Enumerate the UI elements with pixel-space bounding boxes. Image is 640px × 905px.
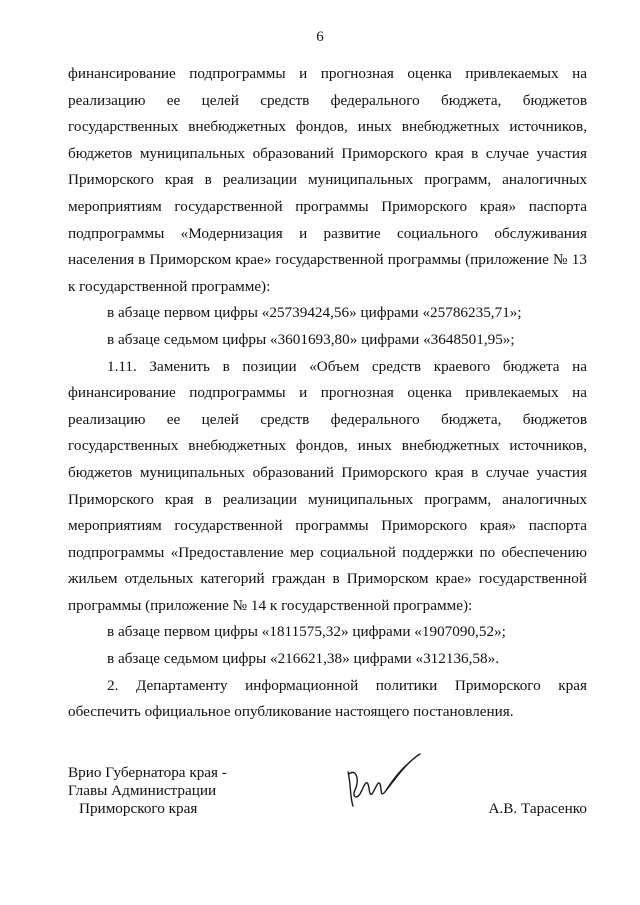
signatory-title-line: Главы Администрации [68, 782, 217, 799]
signatory-title-line: Приморского края [79, 800, 198, 817]
document-body [68, 61, 587, 726]
paragraph-item-1-11: 1.11. Заменить в позиции «Объем средств краевого бюджета на финансирование подпрограммы и прогнозная оценка привлекаемых на реализацию ее целей средств федерального бюджета, бюджетов государственных внебюджетных фондов, иных внебюджетных источников, бюджетов муниципальных образований Приморского края в случае участия Приморского края в реализации муниципальных программ, аналогичных мероприятиям государственной программы Приморского края» паспорта подпрограммы «Предоставление мер социальной поддержки по обеспечению жильем отдельных категорий граждан в Приморском крае» государственной программы (приложение № 14 к государственной программе): [68, 357, 587, 614]
signatory-title [68, 764, 227, 818]
signatory-name: А.В. Тарасенко [488, 800, 587, 817]
paragraph-item-2: 2. Департаменту информационной политики Приморского края обеспечить официальное опубликование настоящего постановления. [68, 676, 587, 721]
paragraph-amendment-first: в абзаце первом цифры «25739424,56» цифрами «25786235,71»; [107, 304, 522, 322]
paragraph-amendment-seventh-2: в абзаце седьмом цифры «216621,38» цифрами «312136,58». [107, 650, 500, 668]
signature-block [68, 764, 587, 824]
paragraph-continuation: финансирование подпрограммы и прогнозная оценка привлекаемых на реализацию ее целей средств федерального бюджета, бюджетов государственных внебюджетных фондов, иных внебюджетных источников, бюджетов муниципальных образований Приморского края в случае участия Приморского края в реализации муниципальных программ, аналогичных мероприятиям государственной программы Приморского края» паспорта подпрограммы «Модернизация и развитие социального обслуживания населения в Приморском крае» государственной программы (приложение № 13 к государственной программе): [68, 65, 587, 295]
page-number: 6 [316, 29, 324, 45]
paragraph-amendment-seventh: в абзаце седьмом цифры «3601693,80» цифрами «3648501,95»; [107, 330, 515, 348]
signatory-title-line: Врио Губернатора края - [68, 764, 227, 781]
handwritten-signature [342, 750, 432, 810]
paragraph-amendment-first-2: в абзаце первом цифры «1811575,32» цифрами «1907090,52»; [107, 623, 506, 641]
